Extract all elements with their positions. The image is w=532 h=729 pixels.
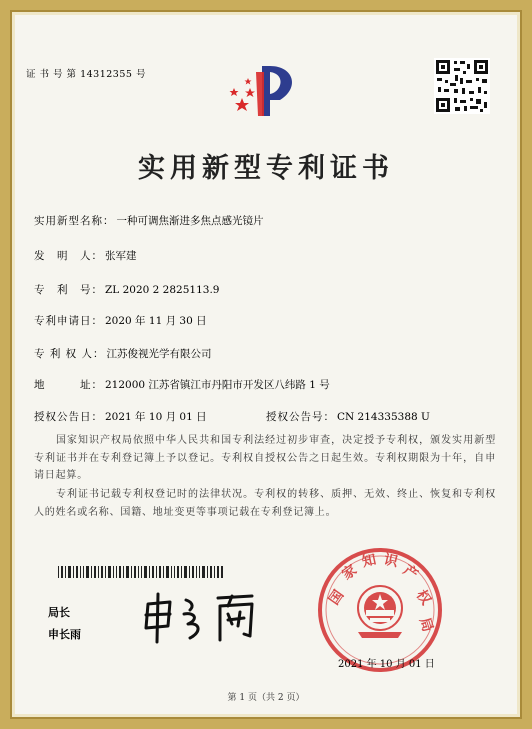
utility-name-label: 实用新型名称：: [34, 215, 115, 227]
seal-date: 2021 年 10 月 01 日: [338, 659, 435, 670]
handwritten-signature: [140, 590, 270, 646]
svg-text:产: 产: [399, 562, 421, 584]
field-utility-name: [34, 213, 264, 228]
field-grant-number: [266, 409, 430, 424]
field-patentee: [34, 346, 212, 361]
page-number: 第 1 页（共 2 页）: [227, 693, 305, 703]
certificate-number: 证 书 号 第 14312355 号: [26, 69, 146, 80]
address-value: 212000 江苏省镇江市丹阳市开发区八纬路 1 号: [105, 379, 330, 391]
patent-number-value: ZL 2020 2 2825113.9: [105, 284, 220, 296]
director-name: 申长雨: [48, 628, 81, 641]
qr-code-icon: [434, 58, 490, 114]
utility-name-value: 一种可调焦渐进多焦点感光镜片: [116, 215, 264, 227]
svg-text:国: 国: [326, 587, 348, 609]
patent-number-label: 专 利 号：: [34, 284, 103, 296]
field-filing-date: [34, 313, 207, 328]
svg-text:权: 权: [412, 587, 434, 609]
cnipa-logo-icon: [220, 58, 310, 118]
director-title: 局长: [48, 606, 70, 619]
grant-number-value: CN 214335388 U: [337, 411, 430, 423]
filing-date-value: 2020 年 11 月 30 日: [105, 315, 207, 327]
paragraph-legal-status: 专利证书记载专利权登记时的法律状况。专利权的转移、质押、无效、终止、恢复和专利权人的姓名或名称、国籍、地址变更等事项记载在专利登记簿上。: [34, 489, 496, 518]
inventor-value: 张军建: [105, 250, 137, 262]
field-inventor: [34, 248, 137, 263]
svg-text:知: 知: [360, 551, 378, 571]
grant-number-label: 授权公告号：: [266, 411, 335, 423]
svg-text:家: 家: [339, 562, 361, 584]
paragraph-grant-statement: 国家知识产权局依照中华人民共和国专利法经过初步审查，决定授予专利权，颁发实用新型专利证书并在专利登记簿上予以登记。专利权自授权公告之日起生效。专利权期限为十年，自申请日起算。: [34, 435, 496, 481]
field-grant-date: [34, 409, 207, 424]
svg-text:识: 识: [382, 551, 400, 571]
svg-text:局: 局: [416, 615, 436, 634]
inventor-label: 发 明 人：: [34, 250, 103, 262]
patentee-label: 专 利 权 人：: [34, 348, 105, 360]
grant-date-value: 2021 年 10 月 01 日: [105, 411, 207, 423]
grant-date-label: 授权公告日：: [34, 411, 103, 423]
field-patent-number: [34, 282, 219, 297]
field-address: [34, 377, 330, 392]
filing-date-label: 专利申请日：: [34, 315, 103, 327]
patentee-value: 江苏俊视光学有限公司: [106, 348, 212, 360]
barcode-icon: [58, 566, 223, 578]
address-label: 地 址：: [34, 379, 103, 391]
certificate-title: 实用新型专利证书: [138, 153, 394, 184]
